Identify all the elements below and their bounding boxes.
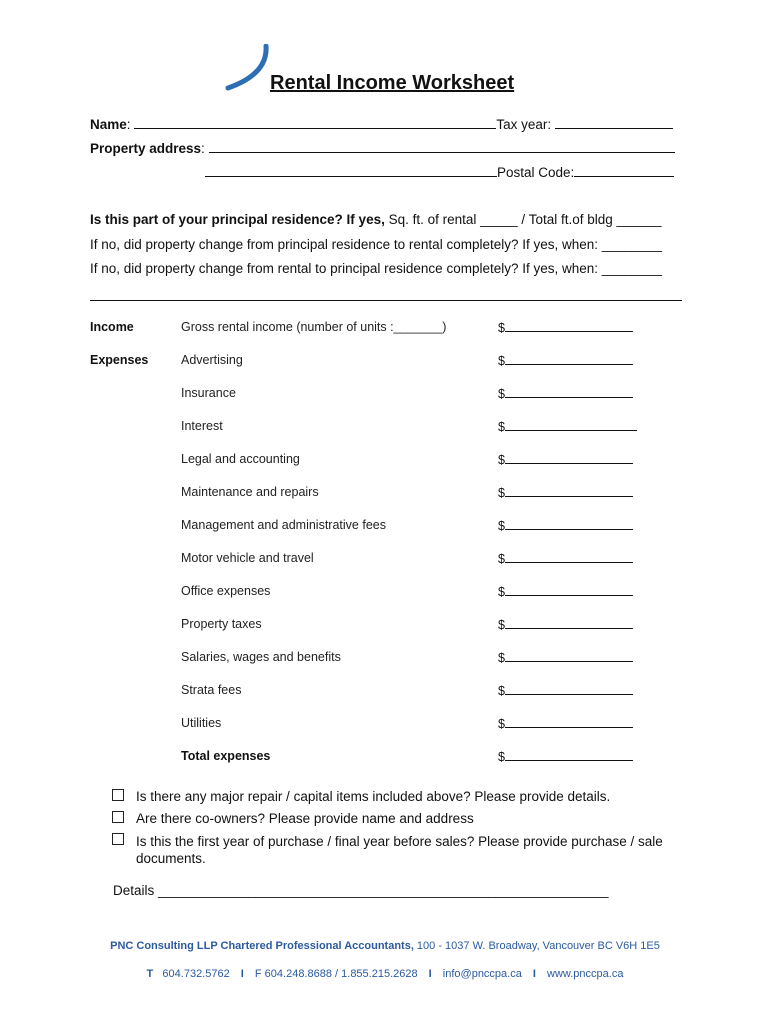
expense-amount-field[interactable] (498, 551, 633, 566)
expense-amount-field[interactable] (498, 353, 633, 368)
dollar-sign: $ (498, 420, 505, 434)
first-final-year-checkbox[interactable] (112, 833, 124, 845)
dollar-sign: $ (498, 387, 505, 401)
dollar-sign: $ (498, 618, 505, 632)
co-owners-checkbox[interactable] (112, 811, 124, 823)
postal-code-field[interactable] (574, 164, 674, 177)
expense-item-label: Maintenance and repairs (181, 485, 319, 499)
section-divider (90, 300, 682, 301)
expense-amount-field[interactable] (498, 386, 633, 401)
expense-amount-field[interactable] (498, 617, 633, 632)
expense-amount-field[interactable] (498, 683, 633, 698)
expense-item-label: Motor vehicle and travel (181, 551, 314, 565)
dollar-sign: $ (498, 717, 505, 731)
property-address-label: Property address (90, 141, 202, 156)
first-final-year-question: Is this the first year of purchase / final year before sales? Please provide purchase / sale documents. (136, 834, 663, 866)
name-field[interactable] (134, 116, 496, 129)
postal-code-row (205, 164, 674, 180)
expense-amount-field[interactable] (498, 650, 633, 665)
property-address-field[interactable] (209, 140, 675, 153)
dollar-sign: $ (498, 585, 505, 599)
principal-residence-question (90, 212, 662, 227)
tax-year-field[interactable] (555, 116, 673, 129)
expense-item-label: Salaries, wages and benefits (181, 650, 341, 664)
total-expenses-label: Total expenses (181, 749, 271, 763)
expense-item-label: Insurance (181, 386, 236, 400)
principal-residence-question-bold: Is this part of your principal residence? If yes, (90, 212, 385, 227)
expense-amount-field[interactable] (498, 716, 633, 731)
footer-fax: F 604.248.8688 / 1.855.215.2628 (254, 968, 418, 980)
details-row (113, 883, 609, 898)
footer-phone: 604.732.5762 (162, 968, 230, 980)
details-label: Details (113, 883, 155, 898)
expense-item-label: Office expenses (181, 584, 271, 598)
dollar-sign: $ (498, 354, 505, 368)
dollar-sign: $ (498, 486, 505, 500)
total-expenses-amount-field[interactable] (498, 749, 633, 764)
dollar-sign: $ (498, 453, 505, 467)
footer-email-link[interactable]: info@pnccpa.ca (442, 968, 522, 980)
expense-item-label: Legal and accounting (181, 452, 300, 466)
repair-items-checkbox[interactable] (112, 789, 124, 801)
firm-logo-arc (222, 44, 274, 94)
footer-separator: I (428, 968, 432, 980)
footer-firm-name: PNC Consulting LLP Chartered Professional Accountants, (110, 940, 414, 952)
expense-amount-field[interactable] (498, 518, 633, 533)
dollar-sign: $ (498, 321, 505, 335)
dollar-sign: $ (498, 651, 505, 665)
repair-items-question: Is there any major repair / capital items included above? Please provide details. (136, 789, 611, 804)
expense-item-label: Utilities (181, 716, 222, 730)
dollar-sign: $ (498, 750, 505, 764)
page-title: Rental Income Worksheet (270, 72, 515, 94)
expense-item-label: Property taxes (181, 617, 262, 631)
expenses-label: Expenses (90, 353, 149, 367)
name-row: Name: Tax year: (90, 116, 673, 132)
expense-amount-field[interactable] (498, 485, 633, 500)
footer-contact-line (0, 968, 770, 980)
footer-firm-line (0, 940, 770, 952)
footer-separator: I (240, 968, 244, 980)
address-line-2-field[interactable] (205, 164, 497, 177)
footer-website-link[interactable]: www.pnccpa.ca (547, 968, 624, 980)
footer-phone-label: T (146, 968, 154, 980)
footer-address: 100 - 1037 W. Broadway, Vancouver BC V6H 1E5 (413, 940, 660, 952)
dollar-sign: $ (498, 519, 505, 533)
expense-item-label: Management and administrative fees (181, 518, 386, 532)
postal-code-label: Postal Code: (497, 165, 575, 180)
expense-amount-field[interactable] (498, 452, 633, 467)
expense-amount-field[interactable] (498, 584, 633, 599)
residence-to-rental-question: If no, did property change from principal residence to rental completely? If yes, when: ________ (90, 237, 662, 252)
expense-amount-field[interactable] (498, 419, 637, 434)
footer-separator: I (532, 968, 536, 980)
gross-rental-income-label: Gross rental income (number of units :_______) (181, 320, 447, 334)
dollar-sign: $ (498, 684, 505, 698)
rental-to-residence-question: If no, did property change from rental to principal residence completely? If yes, when: ________ (90, 261, 662, 276)
co-owners-question: Are there co-owners? Please provide name and address (136, 811, 474, 826)
expense-item-label: Advertising (181, 353, 243, 367)
expense-item-label: Interest (181, 419, 223, 433)
tax-year-label: Tax year: (496, 117, 552, 132)
name-label: Name (90, 117, 127, 132)
principal-residence-question-rest: Sq. ft. of rental _____ / Total ft.of bldg ______ (384, 212, 662, 227)
gross-rental-income-amount[interactable] (498, 320, 633, 335)
expense-item-label: Strata fees (181, 683, 242, 697)
property-address-row: Property address: (90, 140, 675, 156)
income-label: Income (90, 320, 134, 334)
details-field[interactable]: ____________________________________________________________ (158, 883, 609, 898)
dollar-sign: $ (498, 552, 505, 566)
